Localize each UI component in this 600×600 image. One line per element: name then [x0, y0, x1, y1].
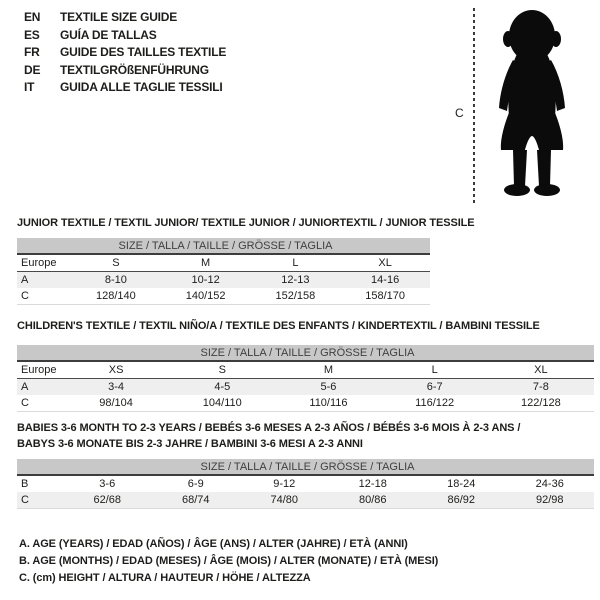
baby-silhouette-image — [487, 7, 577, 205]
row-label: C — [21, 290, 29, 302]
size-cell: 12-13 — [251, 272, 341, 289]
size-cell: 4-5 — [169, 379, 275, 396]
row-label: A — [17, 379, 63, 396]
column-header: XL — [340, 254, 430, 272]
lang-code: FR — [24, 45, 40, 59]
row-label: A — [17, 272, 71, 289]
junior-table-title: JUNIOR TEXTILE / TEXTIL JUNIOR/ TEXTILE JUNIOR / JUNIORTEXTIL / JUNIOR TESSILE — [17, 217, 475, 229]
table-row — [17, 288, 430, 305]
table-row — [17, 475, 594, 492]
children-table-title: CHILDREN'S TEXTILE / TEXTIL NIÑO/A / TEXTILE DES ENFANTS / KINDERTEXTIL / BAMBINI TESSILE — [17, 320, 540, 332]
junior-size-table — [17, 238, 430, 305]
footnote-a: A. AGE (YEARS) / EDAD (AÑOS) / ÂGE (ANS) / ALTER (JAHRE) / ETÀ (ANNI) — [19, 538, 408, 550]
size-cell: 68/74 — [152, 492, 241, 509]
column-header: S — [71, 254, 161, 272]
size-cell: 116/122 — [415, 397, 455, 409]
size-cell: 140/152 — [185, 290, 226, 302]
lang-label: TEXTILE SIZE GUIDE — [60, 10, 178, 24]
lang-code: EN — [24, 10, 41, 24]
column-header: M — [161, 254, 251, 272]
size-band-row — [17, 459, 594, 475]
size-band-row — [17, 345, 594, 361]
lang-code: IT — [24, 80, 35, 94]
size-cell: 62/68 — [63, 492, 152, 509]
size-cell: 9-12 — [273, 478, 296, 490]
size-cell: 18-24 — [447, 478, 476, 490]
size-cell: 8-10 — [71, 272, 161, 289]
size-band-label: SIZE / TALLA / TAILLE / GRÖSSE / TAGLIA — [17, 345, 594, 361]
lang-row-en — [24, 9, 226, 27]
babies-title-line2: BABYS 3-6 MONATE BIS 2-3 JAHRE / BAMBINI 3-6 MESI A 2-3 ANNI — [17, 438, 363, 450]
size-cell: 128/140 — [95, 290, 136, 302]
lang-row-fr — [24, 44, 226, 62]
size-cell: 92/98 — [506, 492, 595, 509]
table-row — [17, 379, 594, 396]
size-cell: 5-6 — [275, 379, 381, 396]
row-label: C — [17, 492, 63, 509]
column-header: L — [251, 254, 341, 272]
lang-label: TEXTILGRÖßENFÜHRUNG — [60, 62, 209, 77]
size-cell: 104/110 — [202, 397, 242, 409]
table-row — [17, 492, 594, 509]
lang-row-it — [24, 79, 226, 97]
height-dashed-line — [473, 8, 475, 206]
size-cell: 98/104 — [99, 397, 133, 409]
row-label: C — [21, 397, 29, 409]
row-label: B — [21, 478, 29, 490]
size-cell: 74/80 — [240, 492, 329, 509]
size-cell: 10-12 — [161, 272, 251, 289]
table-row — [17, 272, 430, 289]
size-cell: 7-8 — [488, 379, 594, 396]
size-cell: 12-18 — [358, 478, 387, 490]
size-band-row — [17, 238, 430, 254]
size-cell: 158/170 — [365, 290, 405, 302]
size-cell: 14-16 — [340, 272, 430, 289]
lang-row-es — [24, 27, 226, 45]
column-header: Europe — [17, 254, 71, 272]
footnote-c: C. (cm) HEIGHT / ALTURA / HAUTEUR / HÖHE / ALTEZZA — [19, 572, 311, 584]
babies-title-line1: BABIES 3-6 MONTH TO 2-3 YEARS / BEBÉS 3-6 MESES A 2-3 AÑOS / BÉBÉS 3-6 MOIS À 2-3 ANS / — [17, 422, 521, 434]
size-band-label: SIZE / TALLA / TAILLE / GRÖSSE / TAGLIA — [17, 238, 430, 254]
babies-table-title — [17, 420, 520, 452]
size-cell: 3-4 — [63, 379, 169, 396]
footnote-legend — [19, 536, 438, 587]
size-cell: 6-9 — [187, 478, 204, 490]
lang-label: GUIDE DES TAILLES TEXTILE — [60, 45, 227, 59]
table-header-row — [17, 254, 430, 272]
column-header: L — [382, 361, 488, 379]
lang-row-de — [24, 62, 226, 80]
table-header-row — [17, 361, 594, 379]
size-cell: 122/128 — [520, 397, 561, 409]
size-cell: 80/86 — [329, 492, 418, 509]
lang-code: ES — [24, 27, 40, 42]
height-measure-label: C — [455, 106, 464, 120]
size-cell: 6-7 — [382, 379, 488, 396]
language-list — [24, 9, 226, 97]
size-band-label: SIZE / TALLA / TAILLE / GRÖSSE / TAGLIA — [17, 459, 594, 475]
table-row — [17, 395, 594, 412]
size-cell: 86/92 — [417, 492, 506, 509]
size-cell: 24-36 — [535, 478, 564, 490]
lang-code: DE — [24, 62, 41, 77]
size-cell: 152/158 — [275, 290, 316, 302]
column-header: M — [275, 361, 381, 379]
column-header: XS — [63, 361, 169, 379]
babies-size-table — [17, 459, 594, 509]
lang-label: GUÍA DE TALLAS — [60, 27, 157, 42]
lang-label: GUIDA ALLE TAGLIE TESSILI — [60, 80, 223, 94]
column-header: Europe — [17, 361, 63, 379]
size-cell: 3-6 — [99, 478, 116, 490]
size-cell: 110/116 — [309, 397, 348, 409]
column-header: XL — [488, 361, 594, 379]
footnote-b: B. AGE (MONTHS) / EDAD (MESES) / ÂGE (MOIS) / ALTER (MONATE) / ETÀ (MESI) — [19, 555, 439, 567]
children-size-table — [17, 345, 594, 412]
column-header: S — [169, 361, 275, 379]
